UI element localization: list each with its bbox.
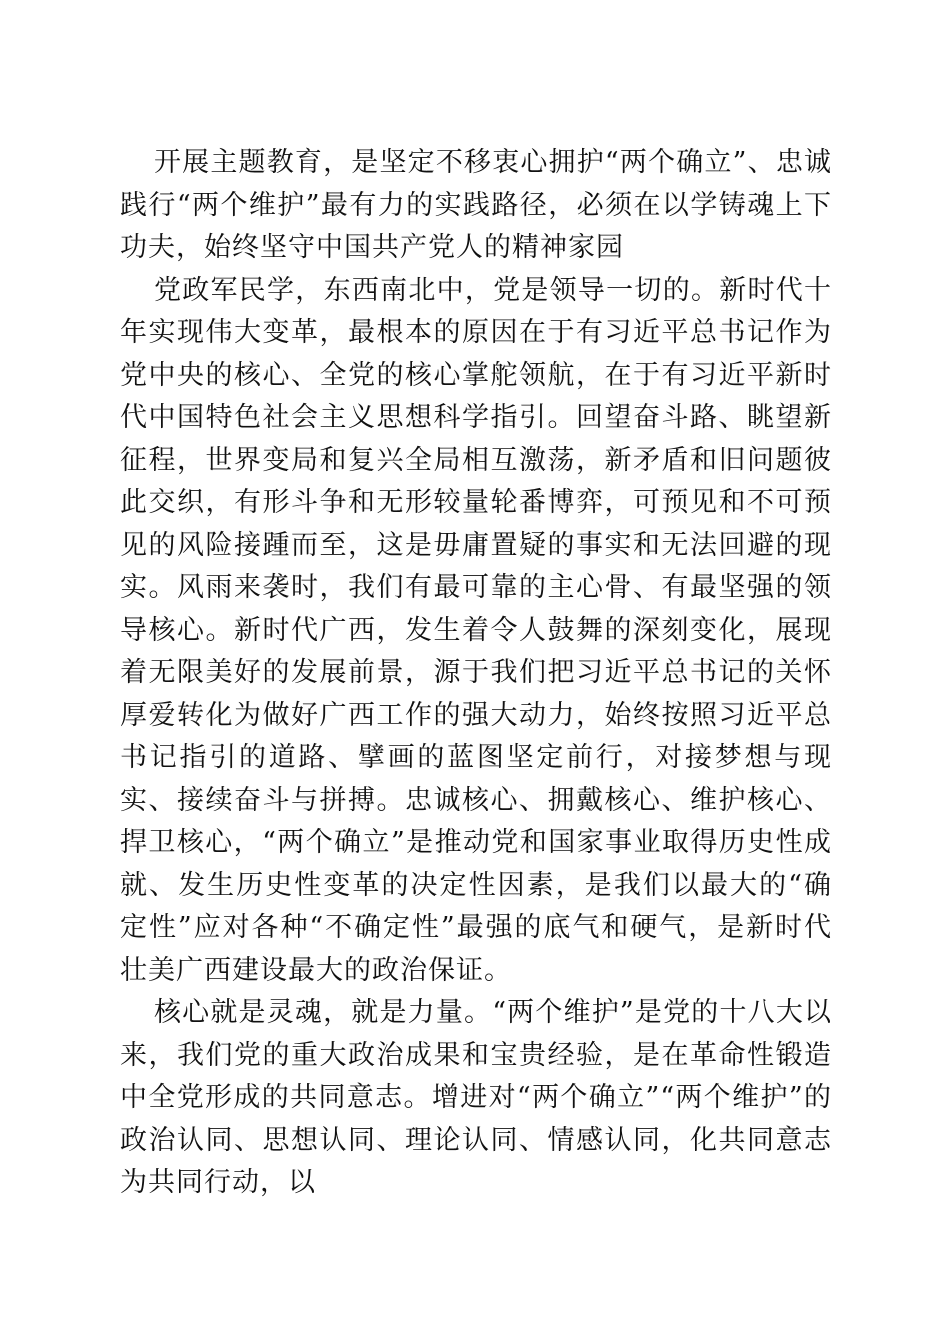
- paragraph-1: 开展主题教育，是坚定不移衷心拥护“两个确立”、忠诚践行“两个维护”最有力的实践路径，必须在以学铸魂上下功夫，始终坚守中国共产党人的精神家园: [120, 147, 832, 263]
- paragraph-3: 核心就是灵魂，就是力量。“两个维护”是党的十八大以来，我们党的重大政治成果和宝贵经验，是在革命性锻造中全党形成的共同意志。增进对“两个确立”“两个维护”的政治认同、思想认同、理论认同、情感认同，化共同意志为共同行动，以: [120, 997, 832, 1198]
- document-body: [120, 142, 832, 1205]
- paragraph-2: 党政军民学，东西南北中，党是领导一切的。新时代十年实现伟大变革，最根本的原因在于有习近平总书记作为党中央的核心、全党的核心掌舵领航，在于有习近平新时代中国特色社会主义思想科学指引。回望奋斗路、眺望新征程，世界变局和复兴全局相互激荡，新矛盾和旧问题彼此交织，有形斗争和无形较量轮番博弈，可预见和不可预见的风险接踵而至，这是毋庸置疑的事实和无法回避的现实。风雨来袭时，我们有最可靠的主心骨、有最坚强的领导核心。新时代广西，发生着令人鼓舞的深刻变化，展现着无限美好的发展前景，源于我们把习近平总书记的关怀厚爱转化为做好广西工作的强大动力，始终按照习近平总书记指引的道路、擘画的蓝图坚定前行，对接梦想与现实、接续奋斗与拼搏。忠诚核心、拥戴核心、维护核心、捍卫核心，“两个确立”是推动党和国家事业取得历史性成就、发生历史性变革的决定性因素，是我们以最大的“确定性”应对各种“不确定性”最强的底气和硬气，是新时代壮美广西建设最大的政治保证。: [120, 274, 832, 986]
